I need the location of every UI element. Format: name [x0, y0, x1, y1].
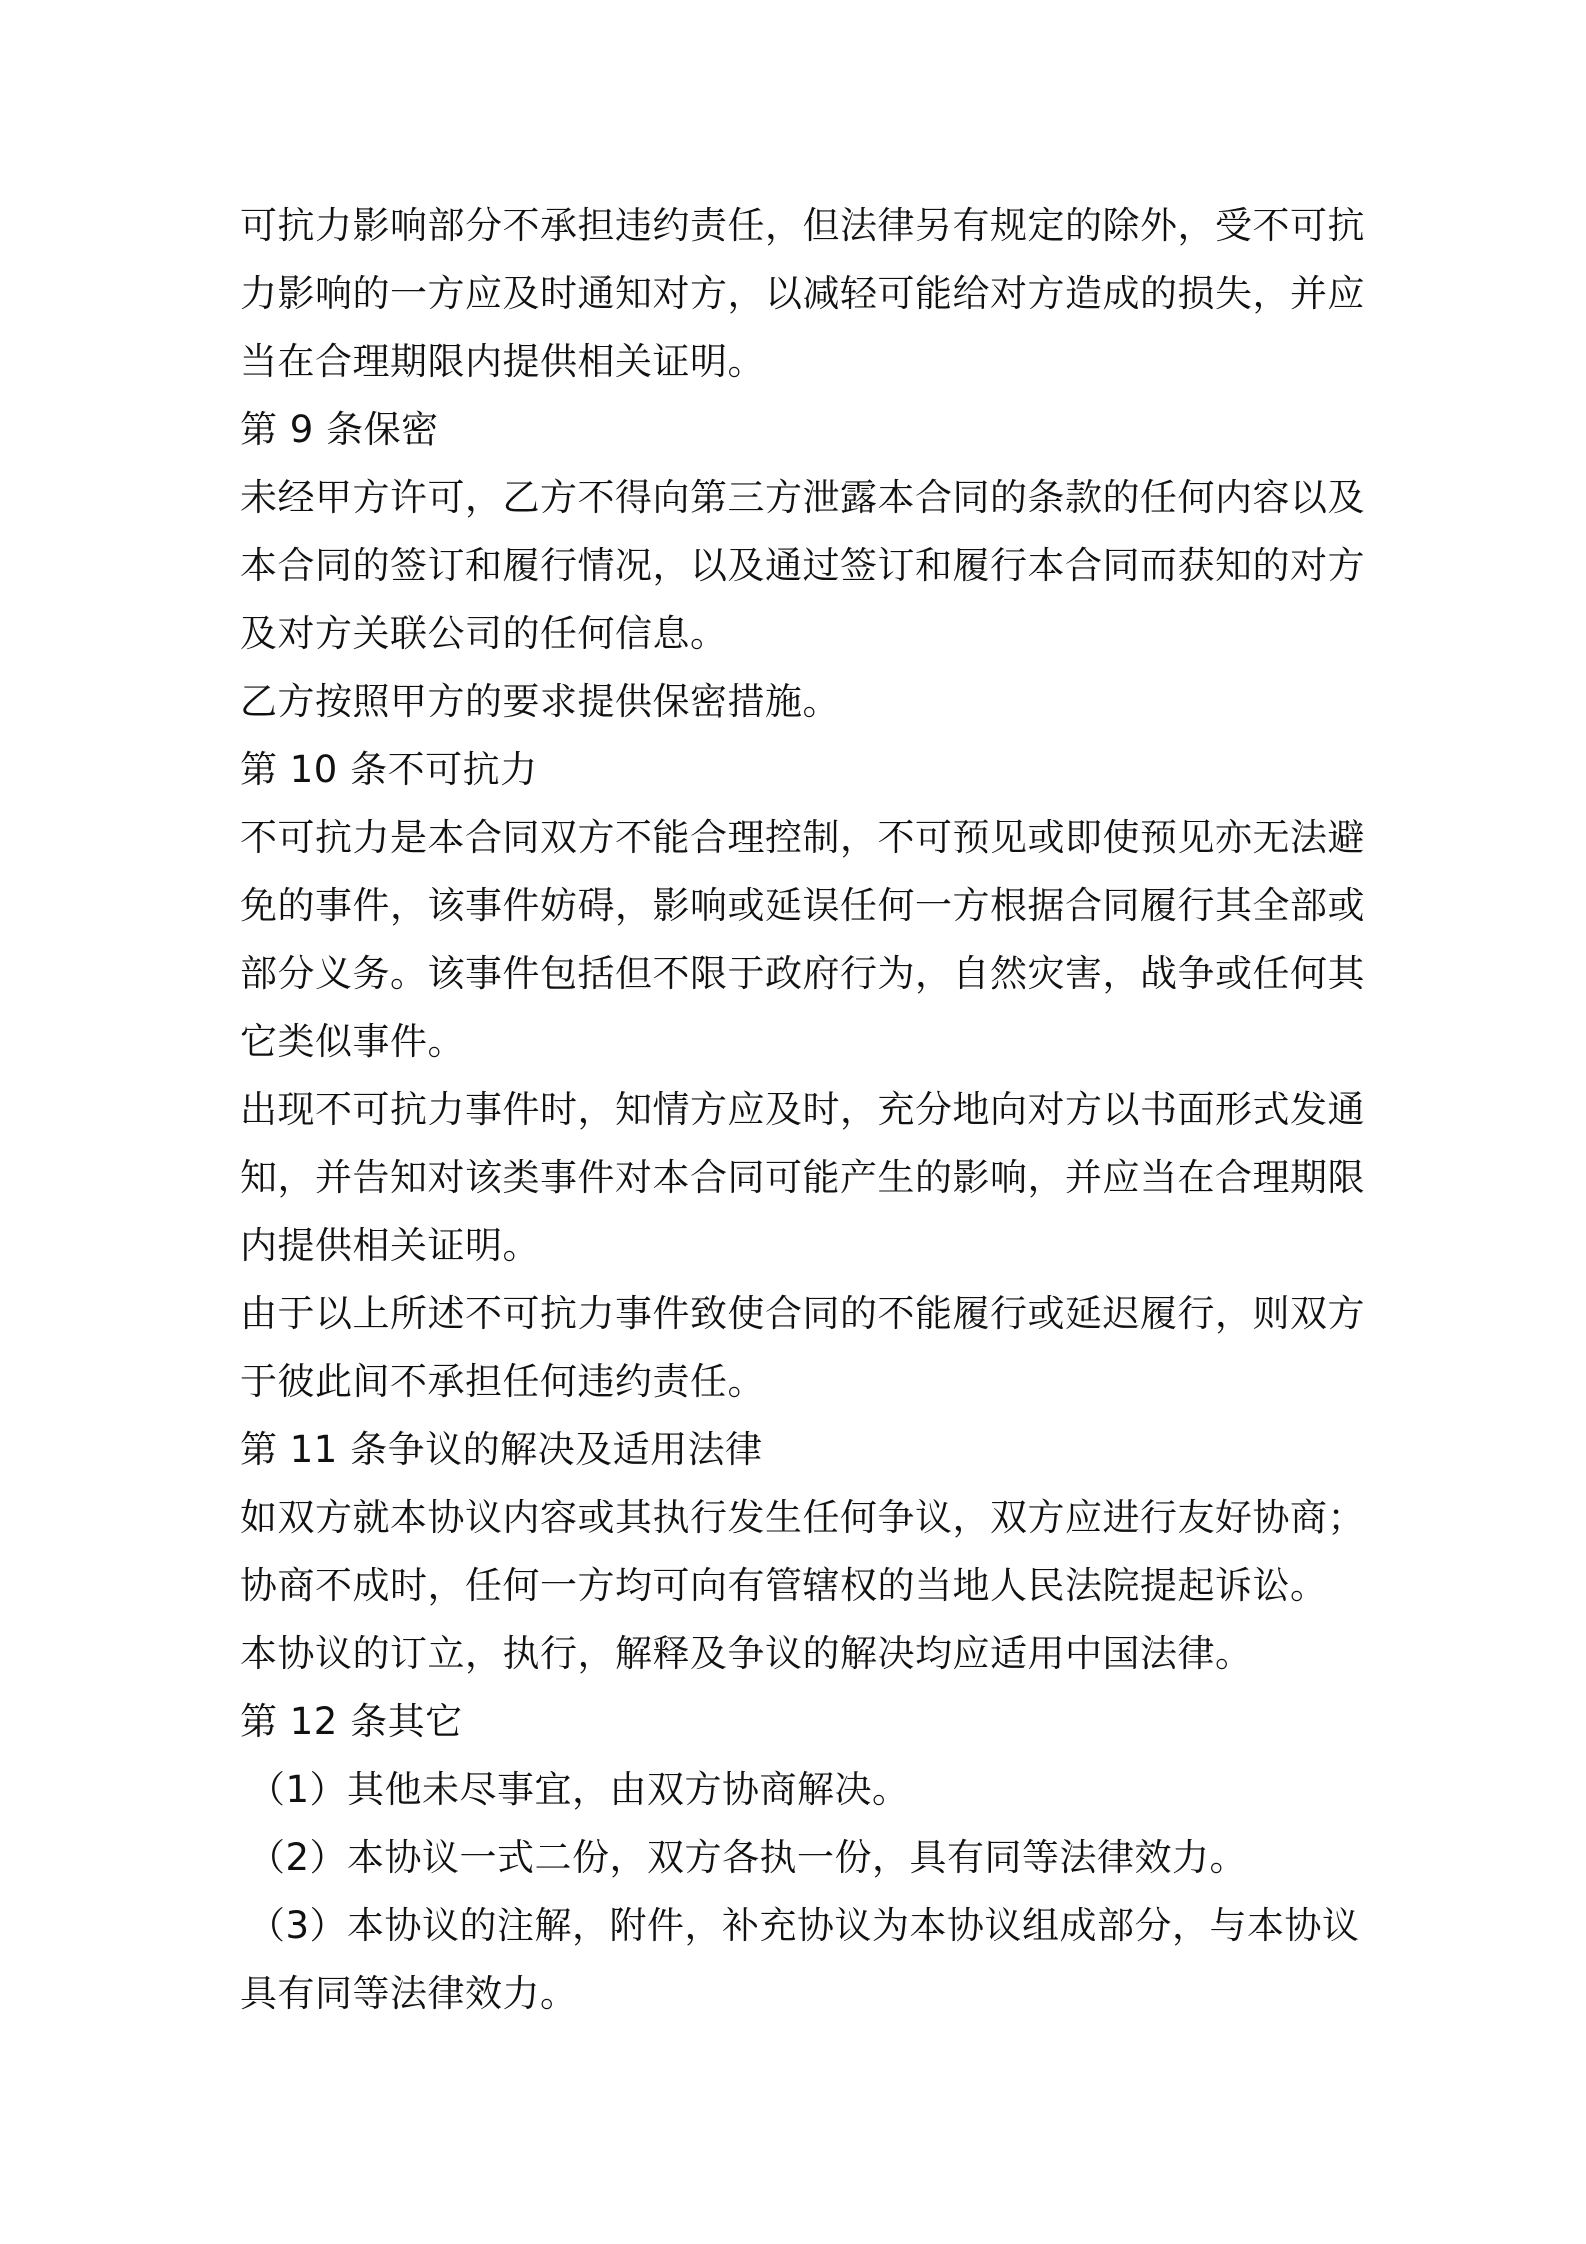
list-item [240, 1824, 1360, 1892]
text-line: 第 11 条争议的解决及适用法律 [240, 1428, 763, 1471]
list-item [240, 1756, 1360, 1824]
text-line: （2）本协议一式二份，双方各执一份，具有同等法律效力。 [248, 1836, 1248, 1879]
text-line: 出现不可抗力事件时，知情方应及时，充分地向对方以书面形式发通 [240, 1088, 1365, 1131]
paragraph [240, 1484, 1365, 1620]
text-line: 部分义务。该事件包括但不限于政府行为，自然灾害，战争或任何其 [240, 952, 1365, 995]
paragraph [240, 1620, 1360, 1688]
text-line: 第 10 条不可抗力 [240, 748, 538, 791]
article-heading [240, 1416, 1360, 1484]
paragraph [240, 1280, 1365, 1416]
text-line: 本合同的签订和履行情况，以及通过签订和履行本合同而获知的对方 [240, 544, 1365, 587]
paragraph [240, 668, 1360, 736]
text-line: （3）本协议的注解，附件，补充协议为本协议组成部分，与本协议 [248, 1904, 1360, 1947]
text-line: 未经甲方许可，乙方不得向第三方泄露本合同的条款的任何内容以及 [240, 476, 1365, 519]
text-line: 及对方关联公司的任何信息。 [240, 612, 728, 655]
text-line: 具有同等法律效力。 [240, 1972, 578, 2015]
text-line: 知，并告知对该类事件对本合同可能产生的影响，并应当在合理期限 [240, 1156, 1365, 1199]
text-line: 如双方就本协议内容或其执行发生任何争议，双方应进行友好协商； [240, 1496, 1365, 1539]
text-line: 第 12 条其它 [240, 1700, 463, 1743]
text-line: 协商不成时，任何一方均可向有管辖权的当地人民法院提起诉讼。 [240, 1564, 1328, 1607]
paragraph [240, 1076, 1365, 1280]
text-line: 免的事件，该事件妨碍，影响或延误任何一方根据合同履行其全部或 [240, 884, 1365, 927]
document-body [240, 192, 1365, 2028]
text-line: 本协议的订立，执行，解释及争议的解决均应适用中国法律。 [240, 1632, 1253, 1675]
paragraph [240, 464, 1365, 668]
text-line: 不可抗力是本合同双方不能合理控制，不可预见或即使预见亦无法避 [240, 816, 1365, 859]
text-line: 可抗力影响部分不承担违约责任，但法律另有规定的除外，受不可抗 [240, 204, 1365, 247]
article-heading [240, 736, 1360, 804]
text-line: 内提供相关证明。 [240, 1224, 540, 1267]
text-line: 于彼此间不承担任何违约责任。 [240, 1360, 765, 1403]
text-line: 由于以上所述不可抗力事件致使合同的不能履行或延迟履行，则双方 [240, 1292, 1365, 1335]
text-line: 乙方按照甲方的要求提供保密措施。 [240, 680, 840, 723]
list-item [240, 1892, 1360, 2028]
article-heading [240, 1688, 1360, 1756]
paragraph [240, 192, 1365, 396]
text-line: 它类似事件。 [240, 1020, 465, 1063]
article-heading [240, 396, 1360, 464]
text-line: 第 9 条保密 [240, 408, 439, 451]
paragraph [240, 804, 1365, 1076]
text-line: 力影响的一方应及时通知对方，以减轻可能给对方造成的损失，并应 [240, 272, 1365, 315]
text-line: （1）其他未尽事宜，由双方协商解决。 [248, 1768, 910, 1811]
text-line: 当在合理期限内提供相关证明。 [240, 340, 765, 383]
